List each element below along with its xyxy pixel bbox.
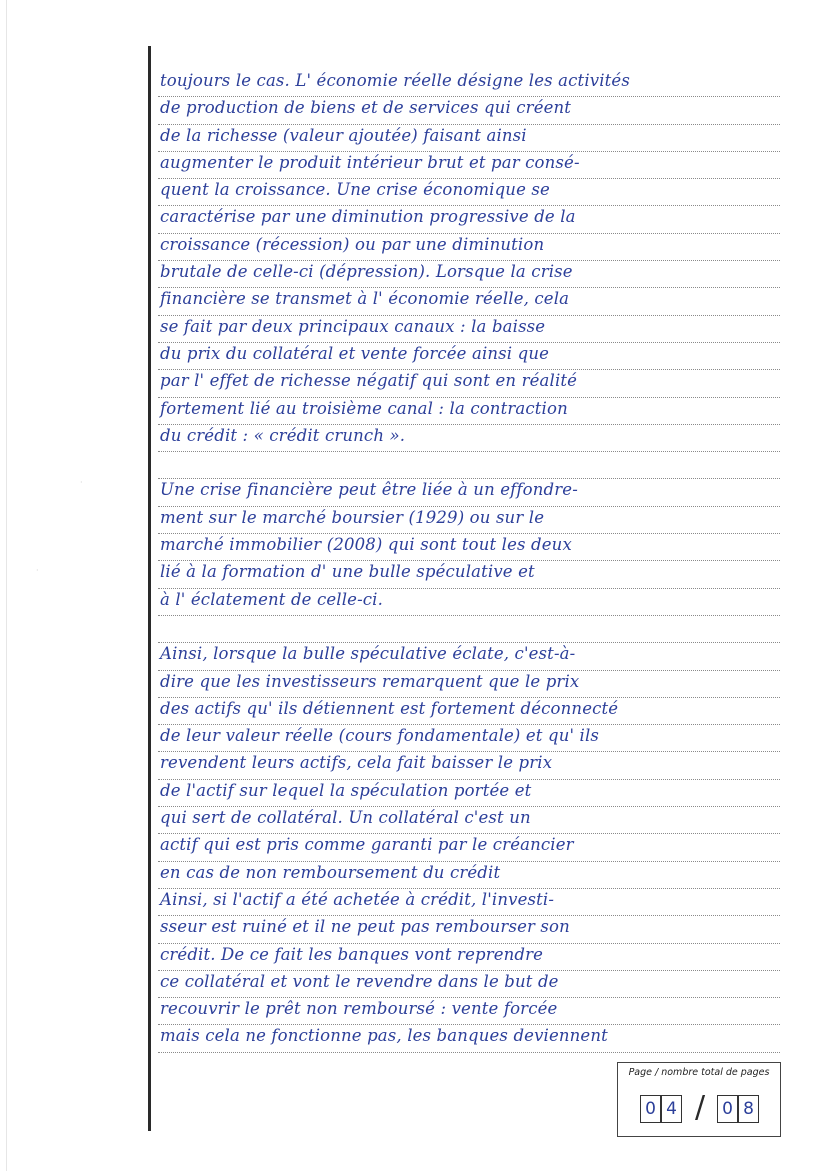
text-line: de leur valeur réelle (cours fondamentale) et qu' ils <box>158 725 780 752</box>
sheet-left-edge <box>6 0 7 1171</box>
text-line: caractérise par une diminution progressive de la <box>158 206 780 233</box>
text-line: ment sur le marché boursier (1929) ou sur le <box>158 507 780 534</box>
total-pages-digit: 8 <box>738 1095 759 1123</box>
text-line: Ainsi, si l'actif a été achetée à crédit, l'investi- <box>158 889 780 916</box>
scan-speck: · <box>36 566 39 575</box>
text-line: du crédit : « crédit crunch ». <box>158 425 780 452</box>
text-line: de la richesse (valeur ajoutée) faisant ainsi <box>158 125 780 152</box>
text-line: financière se transmet à l' économie réelle, cela <box>158 288 780 315</box>
text-line: crédit. De ce fait les banques vont reprendre <box>158 944 780 971</box>
text-line: mais cela ne fonctionne pas, les banques deviennent <box>158 1025 780 1052</box>
page-separator: / <box>694 1090 706 1125</box>
page-number-label: Page / nombre total de pages <box>628 1067 770 1078</box>
current-page-digit: 0 <box>640 1095 661 1123</box>
text-line: ce collatéral et vont le revendre dans le but de <box>158 971 780 998</box>
text-line: revendent leurs actifs, cela fait baisser le prix <box>158 752 780 779</box>
blank-line <box>158 616 780 643</box>
text-line: croissance (récession) ou par une diminution <box>158 234 780 261</box>
text-line: marché immobilier (2008) qui sont tout les deux <box>158 534 780 561</box>
text-line: à l' éclatement de celle-ci. <box>158 589 780 616</box>
text-line: sseur est ruiné et il ne peut pas rembourser son <box>158 916 780 943</box>
text-line: de l'actif sur lequel la spéculation portée et <box>158 780 780 807</box>
text-line: par l' effet de richesse négatif qui sont en réalité <box>158 370 780 397</box>
text-line: du prix du collatéral et vente forcée ainsi que <box>158 343 780 370</box>
text-line: recouvrir le prêt non remboursé : vente forcée <box>158 998 780 1025</box>
page-number-box <box>617 1062 781 1137</box>
text-line: fortement lié au troisième canal : la contraction <box>158 398 780 425</box>
text-line: brutale de celle-ci (dépression). Lorsque la crise <box>158 261 780 288</box>
margin-line <box>148 46 151 1131</box>
text-line: se fait par deux principaux canaux : la baisse <box>158 316 780 343</box>
text-line: toujours le cas. L' économie réelle désigne les activités <box>158 70 780 97</box>
text-line: en cas de non remboursement du crédit <box>158 862 780 889</box>
text-line: des actifs qu' ils détiennent est fortement déconnecté <box>158 698 780 725</box>
text-line: qui sert de collatéral. Un collatéral c'est un <box>158 807 780 834</box>
text-line: augmenter le produit intérieur brut et par consé- <box>158 152 780 179</box>
handwritten-text-block <box>158 70 780 1053</box>
text-line: Ainsi, lorsque la bulle spéculative éclate, c'est-à- <box>158 643 780 670</box>
text-line: de production de biens et de services qui créent <box>158 97 780 124</box>
text-line: lié à la formation d' une bulle spéculative et <box>158 561 780 588</box>
total-pages-digit: 0 <box>717 1095 738 1123</box>
text-line: dire que les investisseurs remarquent que le prix <box>158 671 780 698</box>
text-line: quent la croissance. Une crise économique se <box>158 179 780 206</box>
text-line: Une crise financière peut être liée à un effondre- <box>158 479 780 506</box>
blank-line <box>158 452 780 479</box>
current-page-digit: 4 <box>661 1095 682 1123</box>
scan-speck: · <box>80 478 83 487</box>
text-line: actif qui est pris comme garanti par le créancier <box>158 834 780 861</box>
